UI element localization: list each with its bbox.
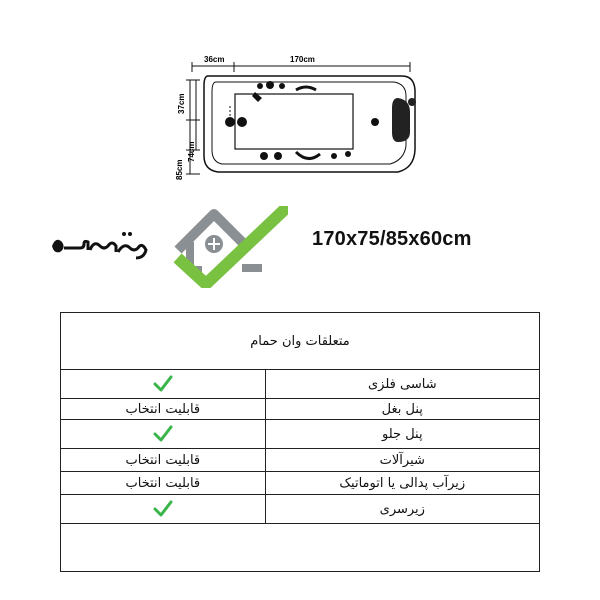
row-name: پنل بغل	[265, 399, 539, 419]
row-value: قابلیت انتخاب	[125, 452, 201, 468]
brand-logo	[44, 222, 154, 266]
dim-left-upper: 37cm	[177, 93, 186, 114]
accessories-table	[60, 312, 540, 572]
dim-left-lower: 85cm	[175, 159, 184, 180]
house-check-logo	[172, 206, 288, 288]
row-value: قابلیت انتخاب	[125, 475, 201, 491]
row-value	[61, 495, 265, 523]
table-row	[61, 449, 539, 472]
row-name: پنل جلو	[265, 420, 539, 448]
row-value	[61, 370, 265, 398]
dim-top-large: 170cm	[290, 55, 315, 64]
dim-top-small: 36cm	[204, 55, 225, 64]
table-empty-space	[61, 524, 539, 584]
table-row	[61, 370, 539, 399]
table-row	[61, 399, 539, 420]
row-name: شاسی فلزی	[265, 370, 539, 398]
row-name: زیرسری	[265, 495, 539, 523]
row-value: قابلیت انتخاب	[125, 401, 201, 417]
table-row	[61, 472, 539, 495]
size-label: 170x75/85x60cm	[312, 228, 472, 250]
dim-left-middle: 74cm	[187, 141, 196, 162]
table-title: متعلقات وان حمام	[61, 313, 539, 370]
table-row	[61, 495, 539, 524]
check-icon	[153, 500, 173, 518]
check-icon	[153, 375, 173, 393]
row-value	[61, 420, 265, 448]
row-name: شیرآلات	[265, 449, 539, 471]
table-row	[61, 420, 539, 449]
row-name: زیرآب پدالی یا اتوماتیک	[265, 472, 539, 494]
check-icon	[153, 425, 173, 443]
bathtub-diagram	[170, 52, 430, 182]
